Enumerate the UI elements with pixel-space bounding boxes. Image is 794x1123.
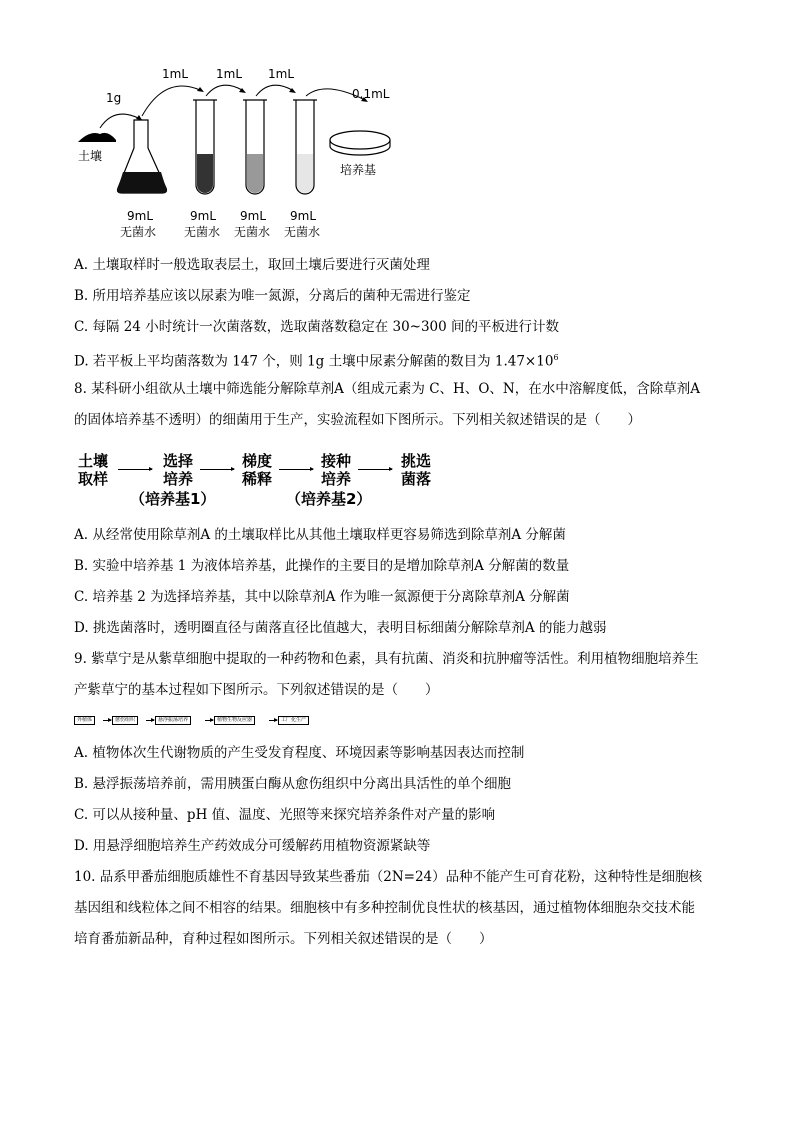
flow-arrow-2 (200, 469, 234, 470)
volume-label-flask: 9mL (127, 209, 154, 223)
q9-option-a: A. 植物体次生代谢物质的产生受发育程度、环境因素等影响基因表达而控制 (74, 745, 525, 761)
q9-flow-arrow-4 (269, 720, 277, 721)
q9-flow-factory: 工厂化生产 (278, 716, 309, 725)
flow-step-inoculation-top: 接种 (320, 452, 351, 470)
flow-step-inoculation (316, 452, 356, 488)
volume-label-tube3: 9mL (290, 209, 317, 223)
q10-stem-line2: 基因组和线粒体之间不相容的结果。细胞核中有多种控制优良性状的核基因，通过植物体细胞杂交技术能 (74, 900, 695, 916)
q9-stem-line2: 产紫草宁的基本过程如下图所示。下列叙述错误的是（ ） (74, 682, 439, 698)
flow-step-dilution (237, 452, 277, 488)
q9-flow-arrow-1 (103, 720, 111, 721)
q8-stem-line2: 的固体培养基不透明）的细菌用于生产，实验流程如下图所示。下列相关叙述错误的是（ ） (74, 412, 641, 428)
transfer-label-3: 1mL (268, 67, 295, 81)
soil-pile (78, 133, 116, 142)
flow-step-sampling-bottom: 取样 (77, 470, 108, 488)
q9-flow-explant: 外植体 (74, 716, 95, 725)
q9-flow-bioreactor: 植物生物反应器 (214, 716, 255, 725)
water-label-flask: 无菌水 (120, 225, 157, 239)
flow-step-dilution-top: 梯度 (241, 452, 272, 470)
plate-label: 培养基 (340, 163, 377, 177)
q7-option-b: B. 所用培养基应该以尿素为唯一氮源，分离后的菌种无需进行鉴定 (74, 288, 471, 304)
serial-dilution-figure (70, 60, 420, 245)
q9-option-d: D. 用悬浮细胞培养生产药效成分可缓解药用植物资源紧缺等 (74, 838, 431, 854)
q9-flow-suspension: 悬浮振荡培养 (155, 716, 191, 725)
q9-flow-callus: 愈伤组织 (112, 716, 138, 725)
q9-stem-line1: 9. 紫草宁是从紫草细胞中提取的一种药物和色素，具有抗菌、消炎和抗肿瘤等活性。利用植物细胞培养生 (74, 651, 699, 667)
flow-note-medium-2: （培养基2） (286, 490, 372, 508)
water-label-tube2: 无菌水 (234, 225, 271, 239)
soil-label: 土壤 (78, 149, 103, 163)
q10-stem-line3: 培育番茄新品种，育种过程如图所示。下列相关叙述错误的是（ ） (74, 931, 493, 947)
flow-step-pick-top: 挑选 (400, 452, 431, 470)
petri-dish (330, 131, 390, 149)
flow-step-sampling-top: 土壤 (77, 452, 108, 470)
q9-option-c: C. 可以从接种量、pH 值、温度、光照等来探究培养条件对产量的影响 (74, 807, 496, 823)
flow-step-selective-culture (158, 452, 198, 488)
q8-option-d: D. 挑选菌落时，透明圈直径与菌落直径比值越大，表明目标细菌分解除草剂A 的能力越弱 (74, 620, 607, 636)
q7-option-d-exponent: 6 (553, 353, 559, 362)
flow-step-selective-bottom: 培养 (162, 470, 193, 488)
q9-flow-arrow-3 (205, 720, 213, 721)
water-label-tube1: 无菌水 (184, 225, 221, 239)
q7-option-c: C. 每隔 24 小时统计一次菌落数，选取菌落数稳定在 30~300 间的平板进行计数 (74, 319, 560, 335)
q9-flow-arrow-2 (146, 720, 154, 721)
flow-arrow-4 (358, 469, 392, 470)
q7-option-d (74, 349, 559, 371)
flow-step-dilution-bottom: 稀释 (241, 470, 272, 488)
flow-step-sampling (76, 452, 110, 488)
q8-option-c: C. 培养基 2 为选择培养基，其中以除草剂A 作为唯一氮源便于分离除草剂A 分解菌 (74, 589, 570, 605)
q8-option-a: A. 从经常使用除草剂A 的土壤取样比从其他土壤取样更容易筛选到除草剂A 分解菌 (74, 527, 566, 543)
q7-option-d-text: D. 若平板上平均菌落数为 147 个，则 1g 土壤中尿素分解菌的数目为 1.47×10 (74, 353, 554, 370)
q8-option-b: B. 实验中培养基 1 为液体培养基，此操作的主要目的是增加除草剂A 分解菌的数量 (74, 558, 570, 574)
volume-label-tube2: 9mL (240, 209, 267, 223)
volume-label-tube1: 9mL (190, 209, 217, 223)
flow-step-pick-bottom: 菌落 (400, 470, 431, 488)
flow-step-selective-top: 选择 (162, 452, 193, 470)
flow-step-pick-colony (396, 452, 436, 488)
q8-stem-line1: 8. 某科研小组欲从土壤中筛选能分解除草剂A（组成元素为 C、H、O、N，在水中溶解度低，含除草剂A (74, 381, 700, 397)
flow-arrow-1 (118, 469, 152, 470)
water-label-tube3: 无菌水 (284, 225, 321, 239)
flow-note-medium-1: （培养基1） (130, 490, 216, 508)
q7-option-a: A. 土壤取样时一般选取表层土，取回土壤后要进行灭菌处理 (74, 257, 430, 273)
flow-arrow-3 (279, 469, 313, 470)
transfer-label-2: 1mL (216, 67, 243, 81)
transfer-label-1: 1mL (162, 67, 189, 81)
flow-step-inoculation-bottom: 培养 (320, 470, 351, 488)
mass-label: 1g (106, 91, 122, 105)
q9-option-b: B. 悬浮振荡培养前，需用胰蛋白酶从愈伤组织中分离出具活性的单个细胞 (74, 776, 512, 792)
q10-stem-line1: 10. 品系甲番茄细胞质雄性不育基因导致某些番茄（2N=24）品种不能产生可育花粉，这种特性是细胞核 (74, 869, 703, 885)
plate-transfer-label: 0.1mL (352, 87, 390, 101)
